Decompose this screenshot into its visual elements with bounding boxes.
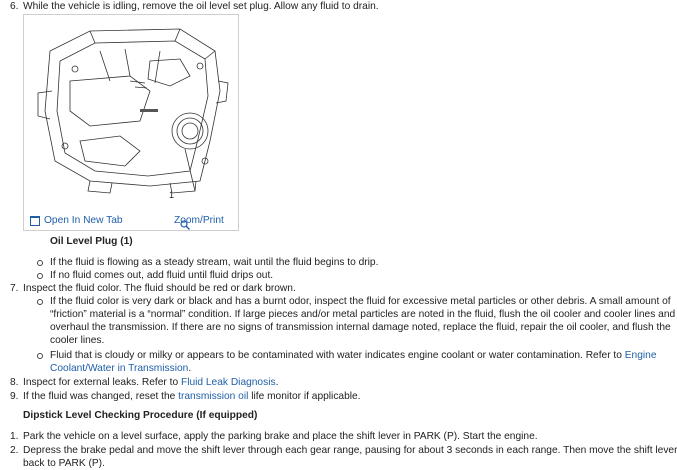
proc-2-line-2: back to PARK (P). [23,458,105,469]
step-8-text: Inspect for external leaks. Refer to [23,377,181,388]
magnifier-icon [180,220,190,230]
step-9-tail: life monitor if applicable. [248,391,361,402]
bullet-marker [37,273,43,279]
step-7-text: Inspect the fluid color. The fluid should be red or dark brown. [23,283,296,294]
proc-1-number: 1. [10,431,19,442]
transmission-illustration [30,21,230,206]
fluid-leak-diagnosis-link[interactable]: Fluid Leak Diagnosis [180,377,276,388]
step-9-line [23,390,361,403]
open-in-new-tab-link[interactable] [30,214,123,227]
step-9-number: 9. [10,391,19,402]
bullet-marker [37,353,43,359]
zoom-print-label: Zoom/Print [174,215,224,226]
transmission-oil-link[interactable]: transmission oil [178,391,249,402]
proc-1-text: Park the vehicle on a level surface, apply the parking brake and place the shift lever in PARK (P). Start the engine. [23,431,538,442]
step-6-text: While the vehicle is idling, remove the oil level set plug. Allow any fluid to drain. [23,1,379,12]
bullet-b-1-line-2: “friction” material is a “normal” condition. If large pieces and/or metal particles are noted in the fluid, flush the oil cooler and cooler lines and [50,309,676,320]
step-8-line [23,376,278,389]
bullet-b-1-line-4: cooler lines. [50,335,105,346]
bullet-b-1-line-3: overhaul the transmission. If there are no signs of transmission internal damage noted, replace the fluid, repair the oil cooler, and flush the [50,322,671,333]
step-8-number: 8. [10,377,19,388]
bullet-b-2-line-1 [50,349,657,362]
open-tab-icon [30,216,40,226]
open-in-new-tab-label: Open In New Tab [44,215,123,226]
figure-panel [23,14,239,231]
section-title: Dipstick Level Checking Procedure (If equipped) [23,410,258,421]
zoom-print-link[interactable] [174,214,224,227]
bullet-a-2: If no fluid comes out, add fluid until fluid drips out. [50,270,274,281]
figure-caption: Oil Level Plug (1) [50,236,133,247]
bullet-a-1: If the fluid is flowing as a steady stream, wait until the fluid begins to drip. [50,257,379,268]
proc-2-line-1: Depress the brake pedal and move the shift lever through each gear range, pausing for about 3 seconds in each range. Then move the shift lever [23,445,677,456]
bullet-b-1-line-1: If the fluid color is very dark or black and has a burnt odor, inspect the fluid for excessive metal particles or other debris. A small amount of [50,296,671,307]
bullet-b-2-tail: . [188,363,192,374]
bullet-marker [37,299,43,305]
figure-toolbar [24,214,238,228]
proc-2-number: 2. [10,445,19,456]
step-8-tail: . [275,377,279,388]
callout-number: 1 [169,190,175,200]
bullet-b-2-text: Fluid that is cloudy or milky or appears to be contaminated with water indicates engine coolant or water contamination. Refer to [50,350,625,361]
step-7-number: 7. [10,283,19,294]
bullet-b-2-line-2 [50,362,191,375]
bullet-marker [37,260,43,266]
step-9-text: If the fluid was changed, reset the [23,391,179,402]
step-6-number: 6. [10,1,19,12]
engine-coolant-link-part-2[interactable]: Coolant/Water in Transmission [50,363,189,374]
engine-coolant-link-part-1[interactable]: Engine [624,350,657,361]
